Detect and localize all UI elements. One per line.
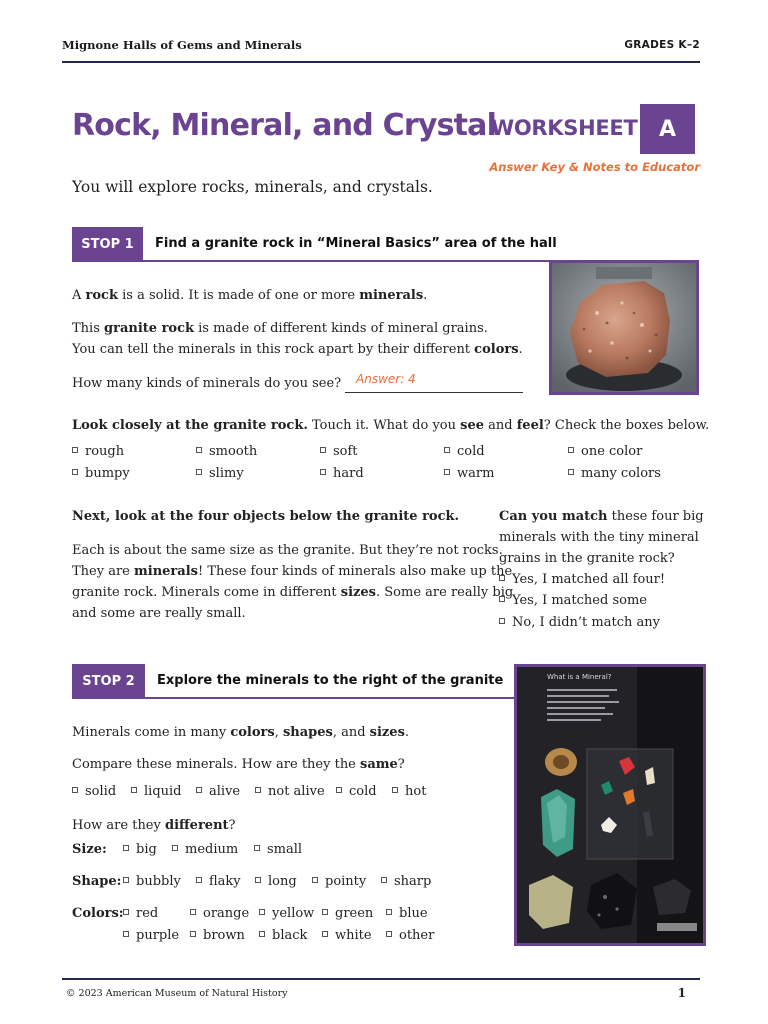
granite-description-line1: This granite rock is made of different kinds of mineral grains. — [72, 321, 488, 336]
stop2-rule — [72, 697, 514, 699]
checkbox-smooth[interactable]: smooth — [196, 444, 257, 460]
checkbox-box[interactable] — [196, 469, 202, 475]
checkbox-box[interactable] — [259, 909, 265, 915]
checkbox-slimy[interactable]: slimy — [196, 466, 244, 482]
checkbox-box[interactable] — [123, 931, 129, 937]
worksheet-label: WORKSHEET — [491, 116, 638, 140]
checkbox-hard[interactable]: hard — [320, 466, 364, 482]
checkbox-alive[interactable]: alive — [196, 784, 240, 800]
checkbox-many-colors[interactable]: many colors — [568, 466, 661, 482]
checkbox-box[interactable] — [392, 787, 398, 793]
checkbox-not-alive[interactable]: not alive — [255, 784, 325, 800]
checkbox-liquid[interactable]: liquid — [131, 784, 182, 800]
footer-divider — [62, 978, 700, 980]
mineral-display-photo — [514, 664, 706, 946]
checkbox-box[interactable] — [123, 909, 129, 915]
checkbox-box[interactable] — [72, 469, 78, 475]
shape-label: Shape: — [72, 874, 122, 889]
stop1-badge: STOP 1 — [72, 227, 143, 262]
checkbox-pointy[interactable]: pointy — [312, 874, 366, 890]
minerals-count-question: How many kinds of minerals do you see? — [72, 376, 342, 391]
checkbox-yellow[interactable]: yellow — [259, 906, 314, 922]
checkbox-hot[interactable]: hot — [392, 784, 426, 800]
checkbox-box[interactable] — [386, 931, 392, 937]
checkbox-long[interactable]: long — [255, 874, 297, 890]
checkbox-flaky[interactable]: flaky — [196, 874, 241, 890]
checkbox-red[interactable]: red — [123, 906, 158, 922]
match-question-line3: grains in the granite rock? — [499, 551, 675, 566]
checkbox-box[interactable] — [381, 877, 387, 883]
checkbox-cold-same[interactable]: cold — [336, 784, 377, 800]
checkbox-box[interactable] — [322, 909, 328, 915]
checkbox-box[interactable] — [72, 787, 78, 793]
checkbox-brown[interactable]: brown — [190, 928, 245, 944]
checkbox-white[interactable]: white — [322, 928, 372, 944]
checkbox-matched-all[interactable]: Yes, I matched all four! — [499, 572, 665, 588]
checkbox-box[interactable] — [259, 931, 265, 937]
checkbox-orange[interactable]: orange — [190, 906, 249, 922]
granite-description-line2: You can tell the minerals in this rock apart by their different colors. — [72, 342, 523, 357]
checkbox-box[interactable] — [386, 909, 392, 915]
checkbox-cold[interactable]: cold — [444, 444, 485, 460]
checkbox-box[interactable] — [444, 447, 450, 453]
checkbox-green[interactable]: green — [322, 906, 373, 922]
checkbox-rough[interactable]: rough — [72, 444, 124, 460]
checkbox-bumpy[interactable]: bumpy — [72, 466, 130, 482]
stop1-header — [72, 227, 557, 262]
checkbox-big[interactable]: big — [123, 842, 157, 858]
mineral-case-image — [517, 667, 703, 943]
rock-definition: A rock is a solid. It is made of one or more minerals. — [72, 288, 428, 303]
checkbox-box[interactable] — [254, 845, 260, 851]
checkbox-box[interactable] — [190, 931, 196, 937]
checkbox-medium[interactable]: medium — [172, 842, 238, 858]
checkbox-box[interactable] — [312, 877, 318, 883]
each-paragraph-line3: granite rock. Minerals come in different sizes. Some are really big — [72, 585, 514, 600]
minerals-variety-text: Minerals come in many colors, shapes, and sizes. — [72, 725, 410, 740]
stop2-title: Explore the minerals to the right of the granite — [157, 673, 504, 688]
display-caption: What is a Mineral? — [547, 673, 612, 681]
checkbox-box[interactable] — [322, 931, 328, 937]
stop2-badge: STOP 2 — [72, 664, 145, 699]
granite-photo — [549, 260, 699, 395]
checkbox-solid[interactable]: solid — [72, 784, 116, 800]
intro-text: You will explore rocks, minerals, and crystals. — [72, 178, 433, 196]
checkbox-box[interactable] — [172, 845, 178, 851]
colors-label: Colors: — [72, 906, 124, 921]
checkbox-box[interactable] — [444, 469, 450, 475]
checkbox-black[interactable]: black — [259, 928, 307, 944]
checkbox-bubbly[interactable]: bubbly — [123, 874, 181, 890]
each-paragraph-line4: and some are really small. — [72, 606, 246, 621]
checkbox-box[interactable] — [568, 469, 574, 475]
answer-key-subtitle: Answer Key & Notes to Educator — [489, 160, 700, 174]
granite-rock-image — [552, 263, 696, 392]
checkbox-box[interactable] — [568, 447, 574, 453]
checkbox-box[interactable] — [320, 447, 326, 453]
worksheet-letter-badge: A — [640, 104, 695, 154]
each-paragraph-line1: Each is about the same size as the granite. But they’re not rocks. — [72, 543, 503, 558]
checkbox-purple[interactable]: purple — [123, 928, 179, 944]
minerals-count-answer: Answer: 4 — [356, 372, 416, 386]
size-label: Size: — [72, 842, 107, 857]
page-number: 1 — [677, 986, 686, 1000]
header-grade-level: GRADES K–2 — [624, 39, 700, 51]
checkbox-box[interactable] — [336, 787, 342, 793]
checkbox-blue[interactable]: blue — [386, 906, 428, 922]
match-question-line1: Can you match these four big — [499, 509, 704, 524]
checkbox-box[interactable] — [255, 787, 261, 793]
checkbox-one-color[interactable]: one color — [568, 444, 642, 460]
checkbox-warm[interactable]: warm — [444, 466, 494, 482]
stop1-title: Find a granite rock in “Mineral Basics” area of the hall — [155, 236, 557, 251]
checkbox-box[interactable] — [499, 596, 505, 602]
checkbox-sharp[interactable]: sharp — [381, 874, 431, 890]
checkbox-box[interactable] — [499, 618, 505, 624]
checkbox-matched-none[interactable]: No, I didn’t match any — [499, 615, 660, 631]
look-closely-prompt: Look closely at the granite rock. Touch it. What do you see and feel? Check the boxes below. — [72, 418, 710, 433]
checkbox-soft[interactable]: soft — [320, 444, 358, 460]
checkbox-box[interactable] — [123, 877, 129, 883]
stop2-header — [72, 664, 514, 699]
checkbox-box[interactable] — [123, 845, 129, 851]
checkbox-box[interactable] — [72, 447, 78, 453]
checkbox-box[interactable] — [196, 447, 202, 453]
stop1-rule — [72, 260, 550, 262]
checkbox-box[interactable] — [499, 575, 505, 581]
checkbox-box[interactable] — [131, 787, 137, 793]
compare-same-question: Compare these minerals. How are they the same? — [72, 757, 405, 772]
checkbox-box[interactable] — [190, 909, 196, 915]
checkbox-box[interactable] — [320, 469, 326, 475]
header-museum-name: Mignone Halls of Gems and Minerals — [62, 38, 302, 52]
page-title: Rock, Mineral, and Crystal — [72, 108, 497, 143]
header-divider — [62, 61, 700, 63]
match-question-line2: minerals with the tiny mineral — [499, 530, 699, 545]
checkbox-small[interactable]: small — [254, 842, 302, 858]
checkbox-box[interactable] — [196, 787, 202, 793]
checkbox-box[interactable] — [255, 877, 261, 883]
next-look-heading: Next, look at the four objects below the granite rock. — [72, 509, 460, 524]
compare-different-question: How are they different? — [72, 818, 236, 833]
checkbox-box[interactable] — [196, 877, 202, 883]
answer-line — [345, 392, 523, 393]
checkbox-matched-some[interactable]: Yes, I matched some — [499, 593, 647, 609]
copyright: © 2023 American Museum of Natural History — [66, 988, 288, 999]
each-paragraph-line2: They are minerals! These four kinds of minerals also make up the — [72, 564, 513, 579]
checkbox-other[interactable]: other — [386, 928, 434, 944]
